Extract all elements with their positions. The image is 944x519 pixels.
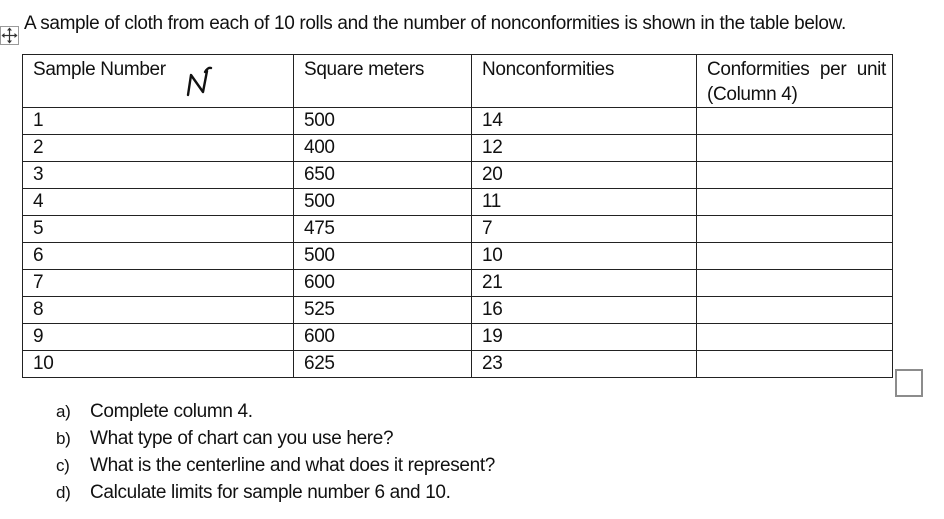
cell-conformities-per-unit[interactable] [697, 135, 893, 162]
cell-square-meters[interactable]: 650 [294, 162, 472, 189]
cell-sample-number[interactable]: 10 [23, 351, 294, 378]
table-row [23, 135, 893, 162]
header-nonconformities[interactable]: Nonconformities [472, 55, 697, 108]
cell-conformities-per-unit[interactable] [697, 108, 893, 135]
cell-nonconformities[interactable]: 16 [472, 297, 697, 324]
question-text: What is the centerline and what does it represent? [90, 455, 495, 476]
question-text: Calculate limits for sample number 6 and 10. [90, 482, 451, 503]
question-item [56, 425, 495, 452]
cell-nonconformities[interactable]: 19 [472, 324, 697, 351]
header-col4-word1: Conformities [707, 59, 810, 80]
cell-sample-number[interactable]: 3 [23, 162, 294, 189]
cell-conformities-per-unit[interactable] [697, 243, 893, 270]
handwritten-n-annotation [184, 62, 214, 98]
question-item [56, 479, 495, 506]
cell-square-meters[interactable]: 500 [294, 189, 472, 216]
table-move-handle-icon[interactable] [0, 26, 19, 45]
header-col4-line1 [707, 57, 886, 82]
cell-sample-number[interactable]: 5 [23, 216, 294, 243]
header-col4-line2: (Column 4) [707, 84, 798, 105]
table-row [23, 297, 893, 324]
question-item [56, 452, 495, 479]
cell-nonconformities[interactable]: 7 [472, 216, 697, 243]
header-col4-word2: per [819, 59, 847, 80]
question-text: What type of chart can you use here? [90, 428, 394, 449]
questions-list [56, 398, 495, 506]
cell-sample-number[interactable]: 9 [23, 324, 294, 351]
cell-square-meters[interactable]: 475 [294, 216, 472, 243]
table-row [23, 243, 893, 270]
question-label: b) [56, 429, 71, 448]
cell-sample-number[interactable]: 2 [23, 135, 294, 162]
cell-square-meters[interactable]: 600 [294, 270, 472, 297]
cell-square-meters[interactable]: 500 [294, 243, 472, 270]
question-label: a) [56, 402, 71, 421]
nonconformities-table [22, 54, 893, 378]
table-row [23, 189, 893, 216]
cell-nonconformities[interactable]: 23 [472, 351, 697, 378]
cell-sample-number[interactable]: 6 [23, 243, 294, 270]
cell-nonconformities[interactable]: 21 [472, 270, 697, 297]
table-body [23, 108, 893, 378]
cell-sample-number[interactable]: 8 [23, 297, 294, 324]
table-row [23, 108, 893, 135]
cell-square-meters[interactable]: 625 [294, 351, 472, 378]
cell-square-meters[interactable]: 400 [294, 135, 472, 162]
header-sample-number[interactable]: Sample Number [23, 55, 294, 108]
cell-conformities-per-unit[interactable] [697, 324, 893, 351]
header-square-meters[interactable]: Square meters [294, 55, 472, 108]
question-item [56, 398, 495, 425]
cell-conformities-per-unit[interactable] [697, 216, 893, 243]
table-row [23, 324, 893, 351]
cell-conformities-per-unit[interactable] [697, 189, 893, 216]
cell-nonconformities[interactable]: 20 [472, 162, 697, 189]
question-label: c) [56, 456, 70, 475]
cell-square-meters[interactable]: 525 [294, 297, 472, 324]
cell-conformities-per-unit[interactable] [697, 162, 893, 189]
question-label: d) [56, 483, 71, 502]
table-row [23, 270, 893, 297]
table-row [23, 351, 893, 378]
cell-square-meters[interactable]: 500 [294, 108, 472, 135]
table-row [23, 162, 893, 189]
table-row [23, 216, 893, 243]
table-resize-handle[interactable] [895, 369, 923, 397]
cell-sample-number[interactable]: 7 [23, 270, 294, 297]
cell-sample-number[interactable]: 4 [23, 189, 294, 216]
question-text: Complete column 4. [90, 401, 253, 422]
cell-conformities-per-unit[interactable] [697, 270, 893, 297]
cell-nonconformities[interactable]: 14 [472, 108, 697, 135]
cell-nonconformities[interactable]: 11 [472, 189, 697, 216]
cell-square-meters[interactable]: 600 [294, 324, 472, 351]
cell-sample-number[interactable]: 1 [23, 108, 294, 135]
cell-nonconformities[interactable]: 12 [472, 135, 697, 162]
table-header-row [23, 55, 893, 108]
cell-conformities-per-unit[interactable] [697, 297, 893, 324]
header-col4-word3: unit [856, 59, 886, 80]
cell-nonconformities[interactable]: 10 [472, 243, 697, 270]
intro-paragraph: A sample of cloth from each of 10 rolls and the number of nonconformities is shown in the table below. [24, 13, 846, 34]
cell-conformities-per-unit[interactable] [697, 351, 893, 378]
header-conformities-per-unit[interactable] [697, 55, 893, 108]
